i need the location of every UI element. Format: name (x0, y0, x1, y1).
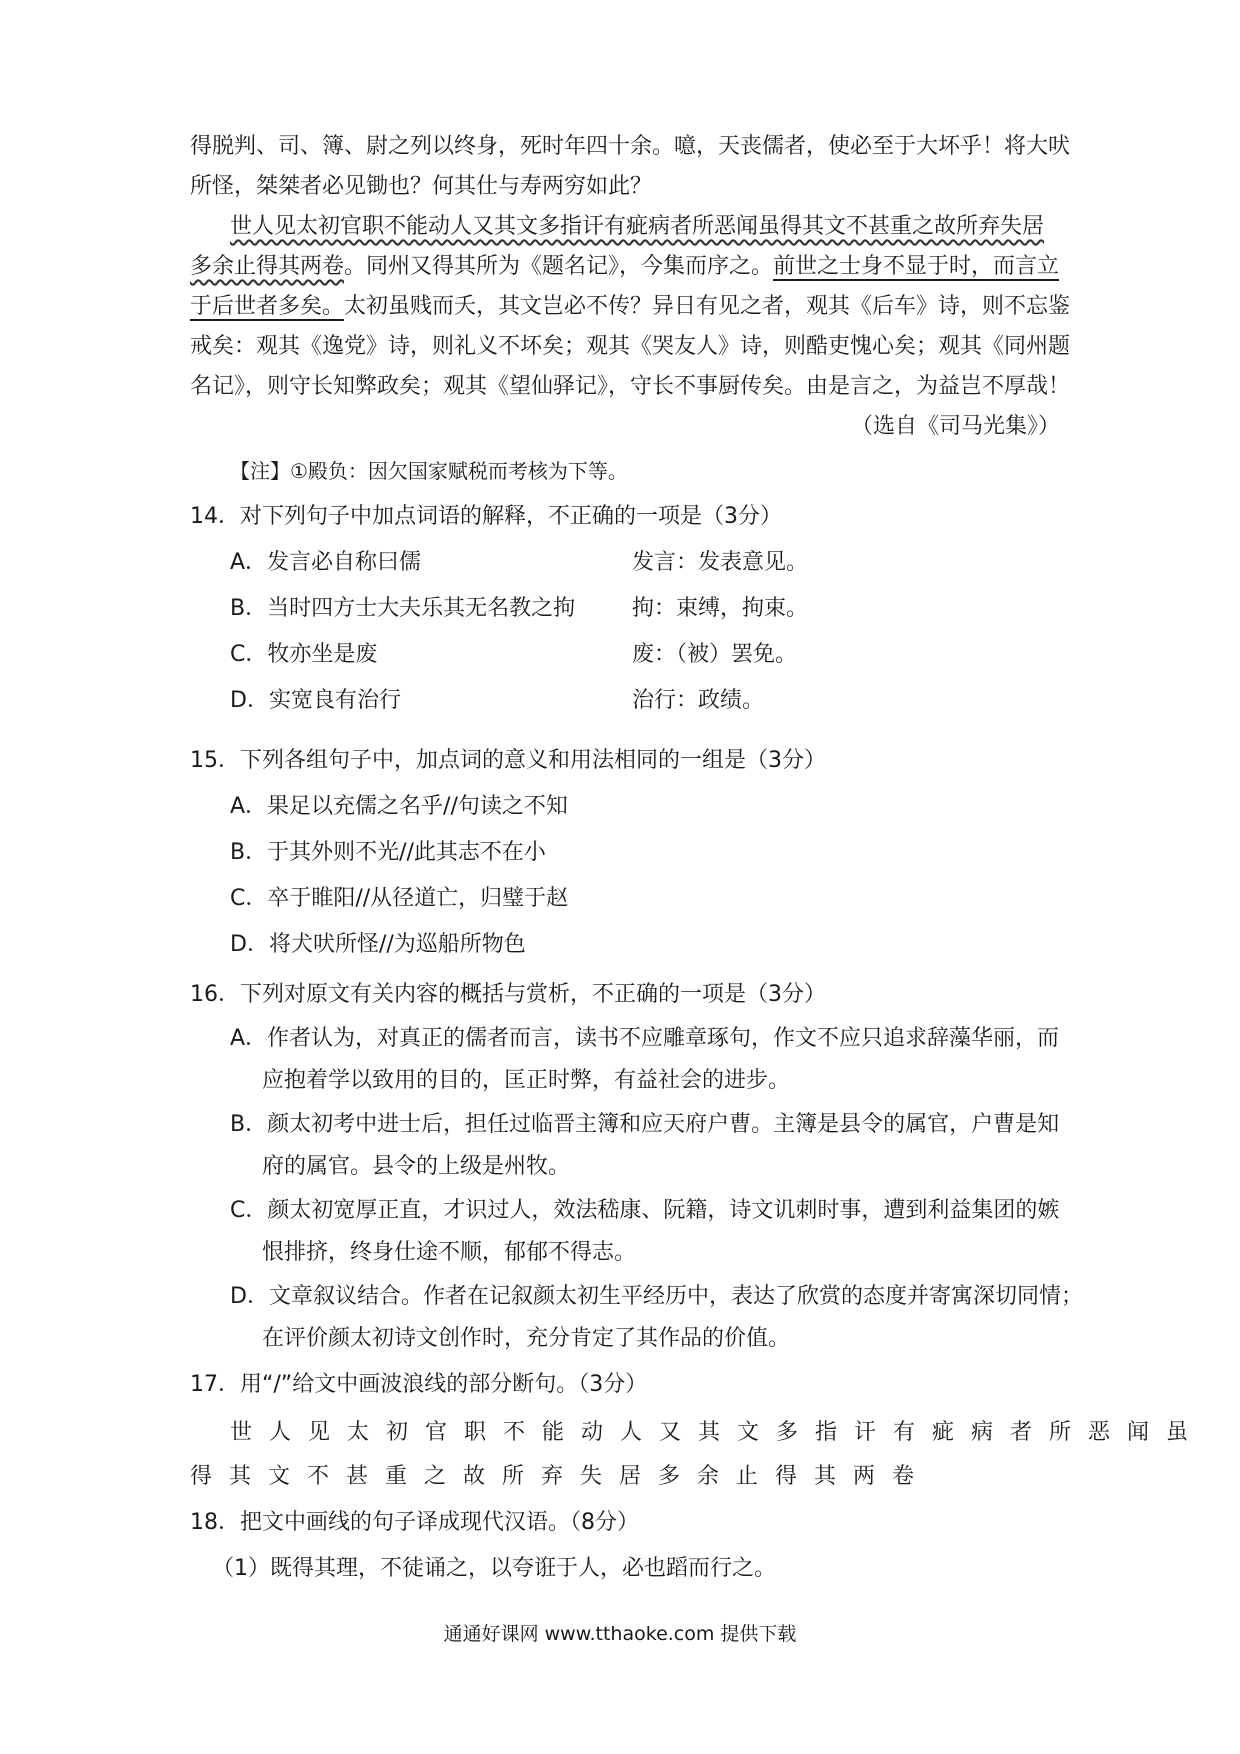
q16-option-c: C．颜太初宽厚正直，才识过人，效法嵇康、阮籍，诗文讥刺时事，遭到利益集团的嫉 (230, 1198, 1060, 1223)
source-citation: （选自《司马光集》） (850, 414, 1060, 439)
option-label: D．实宽良有治行 (230, 688, 401, 713)
passage-line (230, 212, 1100, 242)
option-label: C．牧亦坐是废 (230, 642, 378, 667)
question-18-stem: 18．把文中画线的句子译成现代汉语。（8分） (190, 1510, 639, 1535)
question-17-stem: 17．用“/”给文中画波浪线的部分断句。（3分） (190, 1372, 648, 1397)
passage-line: 名记》，则守长知弊政矣；观其《望仙驿记》，守长不事厨传矣。由是言之，为益岂不厚哉！ (190, 374, 1071, 399)
passage-line: 得脱判、司、簿、尉之列以终身，死时年四十余。噫，天丧儒者，使必至于大坏乎！将大吠 (190, 134, 1071, 159)
footnote: 【注】①殿负：因欠国家赋税而考核为下等。 (230, 459, 628, 483)
wavy-underlined-text: 多余止得其两卷 (190, 254, 345, 279)
underlined-text: 于后世者多矣。 (190, 294, 345, 319)
option-label: B．当时四方士大夫乐其无名教之拘 (230, 596, 576, 621)
q15-option-a: A．果足以充儒之名乎//句读之不知 (230, 794, 568, 819)
passage-line: 戒矣：观其《逸党》诗，则礼义不坏矣；观其《哭友人》诗，则酷吏愧心矣；观其《同州题 (190, 334, 1071, 359)
q16-option-a-cont: 应抱着学以致用的目的，匡正时弊，有益社会的进步。 (262, 1068, 791, 1093)
question-16-stem: 16．下列对原文有关内容的概括与赏析，不正确的一项是（3分） (190, 982, 826, 1007)
q16-option-b: B．颜太初考中进士后，担任过临晋主簿和应天府户曹。主簿是县令的属官，户曹是知 (230, 1112, 1060, 1137)
option-explanation: 发言：发表意见。 (632, 550, 809, 575)
q16-option-d-cont: 在评价颜太初诗文创作时，充分肯定了其作品的价值。 (262, 1326, 791, 1351)
q16-option-b-cont: 府的属官。县令的上级是州牧。 (262, 1154, 571, 1179)
q15-option-d: D．将犬吠所怪//为巡船所物色 (230, 932, 526, 957)
q18-item-1: （1）既得其理，不徒诵之，以夸诳于人，必也蹈而行之。 (212, 1556, 776, 1581)
option-explanation: 治行：政绩。 (632, 688, 765, 713)
q16-option-d: D．文章叙议结合。作者在记叙颜太初生平经历中，表达了欣赏的态度并寄寓深切同情； (230, 1284, 1083, 1309)
option-label: A．发言必自称曰儒 (230, 550, 422, 575)
page-footer: 通通好课网 www.tthaoke.com 提供下载 (443, 1623, 797, 1645)
option-explanation: 废：（被）罢免。 (632, 642, 798, 667)
question-14-stem: 14．对下列句子中加点词语的解释，不正确的一项是（3分） (190, 504, 782, 529)
q17-text-line: 世人见太初官职不能动人又其文多指讦有疵病者所恶闻虽 (230, 1420, 1206, 1445)
q16-option-c-cont: 恨排挤，终身仕途不顺，郁郁不得志。 (262, 1240, 637, 1265)
passage-line: 所怪，桀桀者必见锄也？何其仕与寿两穷如此？ (190, 174, 653, 199)
passage-text: 太初虽贱而夭，其文岂必不传？异日有见之者，观其《后车》诗，则不忘鉴 (344, 294, 1071, 319)
q15-option-c: C．卒于睢阳//从径道亡，归璧于赵 (230, 886, 569, 911)
passage-line (190, 292, 1071, 322)
option-explanation: 拘：束缚，拘束。 (632, 596, 809, 621)
q15-option-b: B．于其外则不光//此其志不在小 (230, 840, 546, 865)
passage-line (190, 252, 1060, 282)
passage-text: 。同州又得其所为《题名记》，今集而序之。 (344, 254, 774, 279)
question-15-stem: 15．下列各组句子中，加点词的意义和用法相同的一组是（3分） (190, 748, 826, 773)
underlined-text: 前世之士身不显于时，而言立 (773, 254, 1060, 279)
q16-option-a: A．作者认为，对真正的儒者而言，读书不应雕章琢句，作文不应只追求辞藻华丽，而 (230, 1026, 1060, 1051)
q17-text-line: 得其文不甚重之故所弃失居多余止得其两卷 (190, 1464, 932, 1489)
wavy-underlined-text: 世人见太初官职不能动人又其文多指讦有疵病者所恶闻虽得其文不甚重之故所弃失居 (230, 214, 1045, 239)
